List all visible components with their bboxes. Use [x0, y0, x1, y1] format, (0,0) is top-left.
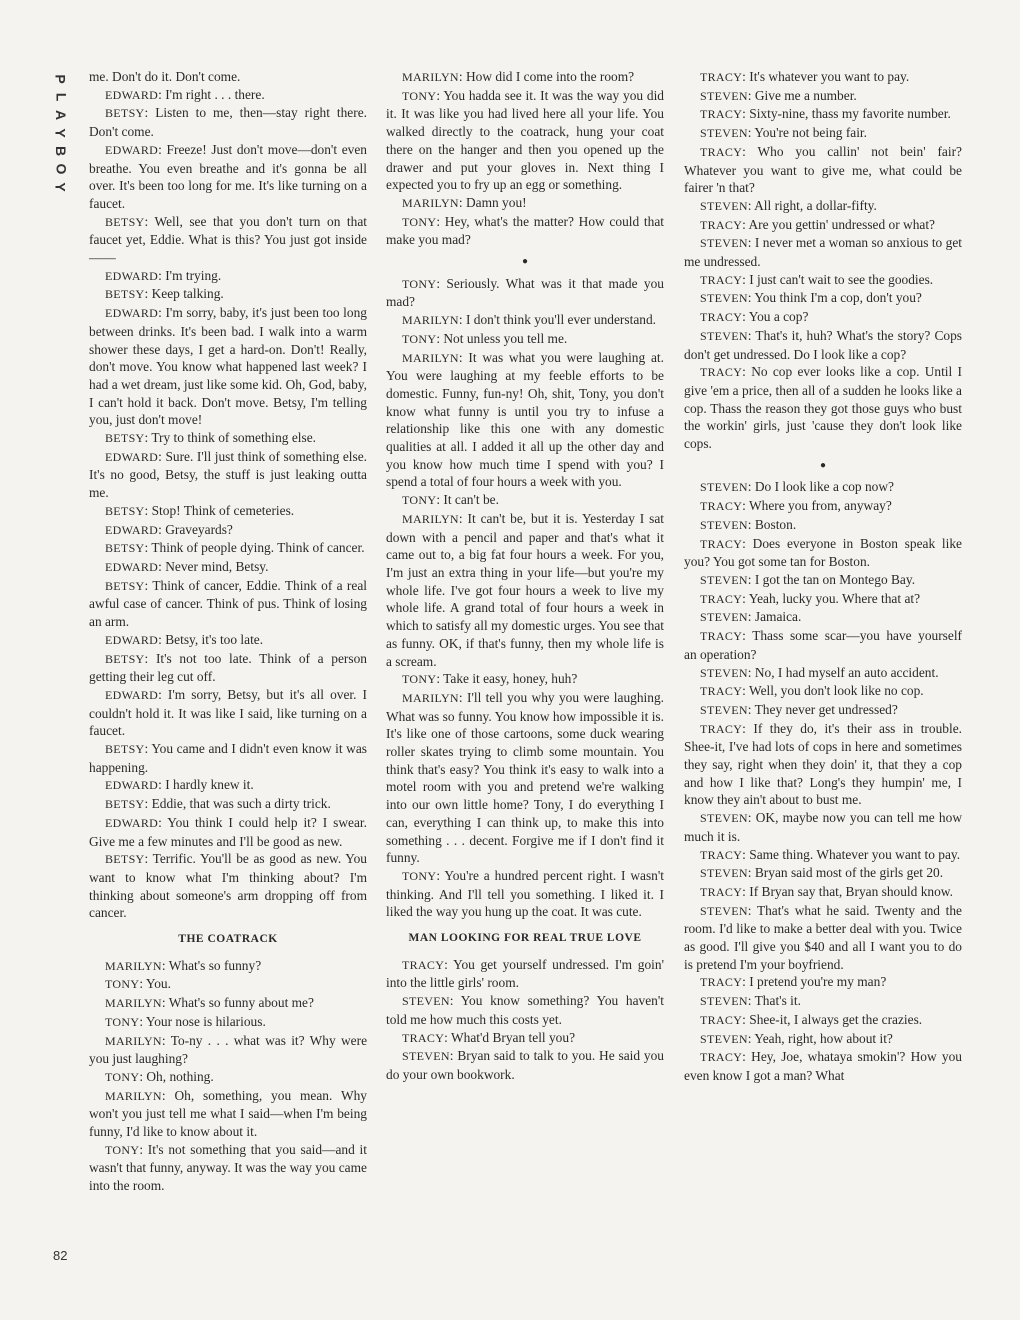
- dialogue-line: TRACY: No cop ever looks like a cop. Until I give 'em a price, then all of a sudden he looks like a cop. Thass the reason they got those guys who bust the workin' girls, just 'cause they don't look like cops.: [684, 364, 962, 452]
- dialogue-text: That's it.: [754, 993, 801, 1009]
- speaker-name: TRACY: [700, 310, 743, 325]
- dialogue-line: EDWARD: I'm trying.: [105, 267, 222, 283]
- dialogue-line: TONY: Seriously. What was it that made you mad?: [386, 275, 664, 310]
- dialogue-line: BETSY: It's not too late. Think of a person getting their leg cut off.: [89, 650, 367, 685]
- dialogue-line: TRACY: Shee-it, I always get the crazies.: [700, 1011, 923, 1027]
- title-letter: B: [53, 145, 69, 157]
- speaker-name: TONY: [402, 276, 437, 291]
- magazine-title-vertical: [50, 70, 72, 196]
- dialogue-line: TONY: You.: [105, 976, 171, 992]
- dialogue-line: STEVEN: Boston.: [700, 516, 797, 532]
- speaker-name: BETSY: [105, 797, 145, 812]
- dialogue-text: You came and I didn't even know it was happening.: [89, 741, 367, 775]
- dialogue-text: Seriously. What was it that made you mad?: [386, 275, 664, 310]
- dialogue-line: MARILYN: What's so funny?: [105, 957, 262, 973]
- speaker-name: STEVEN: [700, 903, 748, 918]
- speaker-name: MARILYN: [105, 958, 162, 973]
- speaker-name: TRACY: [700, 365, 743, 380]
- dialogue-text: Take it easy, honey, huh?: [443, 671, 578, 687]
- dialogue-line: TONY: Not unless you tell me.: [402, 330, 568, 346]
- speaker-name: STEVEN: [700, 88, 748, 103]
- speaker-name: TRACY: [700, 1050, 743, 1065]
- dialogue-line: STEVEN: Yeah, right, how about it?: [700, 1030, 893, 1046]
- dialogue-line: BETSY: Try to think of something else.: [105, 430, 316, 446]
- dialogue-line: BETSY: Think of people dying. Think of cancer.: [105, 540, 365, 556]
- speaker-name: EDWARD: [105, 815, 159, 830]
- speaker-name: BETSY: [105, 431, 145, 446]
- dialogue-text: Never mind, Betsy.: [165, 558, 269, 574]
- speaker-name: TRACY: [700, 721, 743, 736]
- dialogue-line: TRACY: It's whatever you want to pay.: [700, 69, 910, 84]
- dialogue-line: BETSY: Stop! Think of cemeteries.: [105, 502, 295, 518]
- speaker-name: EDWARD: [105, 87, 159, 102]
- dialogue-line: TRACY: Hey, Joe, whataya smokin'? How you even know I got a man? What: [684, 1049, 962, 1083]
- speaker-name: TRACY: [700, 847, 743, 862]
- dialogue-text: It's not too late. Think of a person getting their leg cut off.: [89, 650, 367, 685]
- dialogue-line: TRACY: Sixty-nine, thass my favorite number.: [700, 106, 951, 122]
- dialogue-text: Hey, Joe, whataya smokin'? How you even know I got a man? What: [684, 1049, 962, 1083]
- title-letter: L: [53, 92, 69, 102]
- dialogue-line: BETSY: Terrific. You'll be as good as new. You want to know what I'm thinking about? I'm thinking about someone's arm dropping off from cancer.: [89, 851, 367, 921]
- dialogue-text: Not unless you tell me.: [443, 330, 568, 346]
- speaker-name: EDWARD: [105, 449, 159, 464]
- speaker-name: BETSY: [105, 503, 145, 518]
- speaker-name: MARILYN: [402, 350, 459, 365]
- dialogue-line: BETSY: Well, see that you don't turn on that faucet yet, Eddie. What is this? You just got inside——: [89, 213, 367, 266]
- page-number: 82: [53, 1248, 68, 1263]
- dialogue-line: TRACY: I just can't wait to see the goodies.: [700, 271, 934, 287]
- dialogue-line: STEVEN: You think I'm a cop, don't you?: [700, 290, 922, 306]
- speaker-name: STEVEN: [700, 328, 748, 343]
- dialogue-text: That's what he said. Twenty and the room. I'd like to make a better deal with you. Twice as good. I'll give you $40 and all I want you to do is pretend I'm your boyfriend.: [684, 902, 962, 972]
- dialogue-text: You're a hundred percent right. I wasn't thinking. And I'll tell you something. I liked it. I liked the way you hung up the coat. It was cute.: [386, 867, 664, 920]
- speaker-name: BETSY: [105, 214, 145, 229]
- speaker-name: TRACY: [700, 591, 743, 606]
- speaker-name: BETSY: [105, 578, 145, 593]
- speaker-name: STEVEN: [402, 994, 450, 1009]
- speaker-name: MARILYN: [402, 313, 459, 328]
- dialogue-line: STEVEN: I never met a woman so anxious to get me undressed.: [684, 235, 962, 270]
- text-column-3: [684, 68, 962, 1085]
- speaker-name: TRACY: [700, 684, 743, 699]
- dialogue-line: EDWARD: I'm right . . . there.: [105, 86, 265, 102]
- speaker-name: TRACY: [700, 217, 743, 232]
- dialogue-text: How did I come into the room?: [465, 69, 635, 84]
- dialogue-line: STEVEN: Bryan said most of the girls get 20.: [700, 865, 944, 881]
- dialogue-line: BETSY: Eddie, that was such a dirty trick.: [105, 796, 331, 812]
- dialogue-line: TONY: It's not something that you said—and it wasn't that funny, anyway. It was the way you came into the room.: [89, 1141, 367, 1194]
- dialogue-text: Think of people dying. Think of cancer.: [151, 540, 365, 556]
- dialogue-text: I hardly knew it.: [165, 777, 254, 793]
- dialogue-line: TONY: Take it easy, honey, huh?: [402, 671, 578, 687]
- dialogue-line: TRACY: Yeah, lucky you. Where that at?: [700, 590, 921, 606]
- dialogue-line: EDWARD: Betsy, it's too late.: [105, 631, 264, 647]
- dialogue-line: MARILYN: Oh, something, you mean. Why won't you just tell me what I said—when I'm being funny, I'd like to know about it.: [89, 1087, 367, 1140]
- dialogue-line: TRACY: You get yourself undressed. I'm goin' into the little girls' room.: [386, 956, 664, 991]
- dialogue-line: TONY: You hadda see it. It was the way you did it. It was like you had lived here all your life. You walked directly to the coatrack, hung your coat there on the hanger and then you opened up the drawer and put your gloves in. Next thing I expected you to fry up an egg or something.: [386, 87, 664, 193]
- speaker-name: TONY: [105, 977, 140, 992]
- dialogue-text: Yeah, right, how about it?: [754, 1030, 893, 1046]
- dialogue-text: You know something? You haven't told me how much this costs yet.: [386, 993, 664, 1027]
- dialogue-line: EDWARD: Sure. I'll just think of something else. It's no good, Betsy, the stuff is just leaking outta me.: [89, 448, 368, 501]
- speaker-name: BETSY: [105, 852, 145, 867]
- dialogue-text: You a cop?: [748, 309, 809, 325]
- speaker-name: STEVEN: [700, 291, 748, 306]
- section-break-dot: ●: [521, 256, 529, 268]
- dialogue-text: I'm trying.: [165, 267, 222, 283]
- dialogue-line: MARILYN: How did I come into the room?: [402, 69, 635, 84]
- dialogue-text: It's not something that you said—and it wasn't that funny, anyway. It was the way you came into the room.: [89, 1141, 367, 1194]
- speaker-name: BETSY: [105, 742, 145, 757]
- dialogue-text: Think of cancer, Eddie. Think of a real awful case of cancer. Think of pus. Think of losing an arm.: [89, 577, 367, 630]
- dialogue-line: MARILYN: I don't think you'll ever understand.: [402, 312, 657, 328]
- dialogue-text: I just can't wait to see the goodies.: [749, 271, 934, 287]
- dialogue-text: Do I look like a cop now?: [754, 479, 894, 495]
- dialogue-line: EDWARD: I hardly knew it.: [105, 777, 254, 793]
- dialogue-line: STEVEN: All right, a dollar-fifty.: [700, 197, 877, 213]
- dialogue-text: Sure. I'll just think of something else. It's no good, Betsy, the stuff is just leaking outta me.: [89, 448, 368, 501]
- dialogue-line: STEVEN: That's it.: [700, 993, 801, 1009]
- dialogue-text: You get yourself undressed. I'm goin' into the little girls' room.: [386, 956, 664, 991]
- speaker-name: TONY: [105, 1069, 140, 1084]
- speaker-name: TRACY: [700, 975, 743, 990]
- speaker-name: EDWARD: [105, 306, 159, 321]
- speaker-name: BETSY: [105, 287, 145, 302]
- dialogue-line: MARILYN: Damn you!: [402, 194, 527, 210]
- dialogue-line: TRACY: You a cop?: [700, 309, 809, 325]
- dialogue-text: Your nose is hilarious.: [145, 1013, 266, 1029]
- speaker-name: STEVEN: [700, 610, 748, 625]
- dialogue-line: EDWARD: I'm sorry, Betsy, but it's all over. I couldn't hold it. It was like I said, like turning on a faucet.: [89, 686, 367, 739]
- speaker-name: BETSY: [105, 651, 145, 666]
- section-break-dot: ●: [819, 459, 827, 471]
- dialogue-text: I got the tan on Montego Bay.: [754, 571, 916, 587]
- dialogue-line: BETSY: You came and I didn't even know it was happening.: [89, 741, 367, 775]
- dialogue-text: Damn you!: [465, 194, 527, 210]
- speaker-name: STEVEN: [700, 1031, 748, 1046]
- dialogue-text: They never get undressed?: [754, 701, 898, 717]
- dialogue-text: What's so funny about me?: [168, 995, 314, 1011]
- speaker-name: STEVEN: [402, 1049, 450, 1064]
- dialogue-text: Bryan said to talk to you. He said you do your own bookwork.: [386, 1048, 664, 1082]
- text-column-1: [89, 68, 367, 1195]
- dialogue-line: STEVEN: You're not being fair.: [700, 125, 868, 141]
- dialogue-text: Well, you don't look like no cop.: [749, 683, 924, 699]
- dialogue-line: MARILYN: What's so funny about me?: [105, 995, 314, 1011]
- dialogue-line: TONY: Hey, what's the matter? How could that make you mad?: [386, 213, 664, 248]
- speaker-name: MARILYN: [402, 690, 459, 705]
- dialogue-text: Are you gettin' undressed or what?: [748, 216, 935, 232]
- dialogue-line: STEVEN: They never get undressed?: [700, 701, 898, 717]
- dialogue-text: It can't be.: [443, 492, 499, 508]
- dialogue-line: STEVEN: No, I had myself an auto accident.: [700, 664, 939, 680]
- dialogue-text: I'm right . . . there.: [165, 86, 265, 102]
- dialogue-text: Betsy, it's too late.: [165, 631, 264, 647]
- speaker-name: STEVEN: [700, 572, 748, 587]
- dialogue-line: TONY: Your nose is hilarious.: [105, 1013, 266, 1029]
- dialogue-line: TONY: You're a hundred percent right. I wasn't thinking. And I'll tell you something. I liked it. I liked the way you hung up the coat. It was cute.: [386, 867, 664, 920]
- speaker-name: TONY: [402, 672, 437, 687]
- dialogue-line: MARILYN: I'll tell you why you were laughing. What was so funny. You know how impossible it is. It's like one of those cartoons, some duck wearing roller skates trying to climb some mountain. You think that's easy? You think it's easy to walk into a motel room with you and pretend we're walking into our own little home? Tony, I do everything I can, everything I can think up, to make this into something . . . decent. Forgive me if I don't find it funny.: [386, 689, 664, 866]
- dialogue-text: Oh, nothing.: [146, 1068, 214, 1084]
- dialogue-text: Sixty-nine, thass my favorite number.: [749, 106, 951, 122]
- speaker-name: TRACY: [402, 957, 445, 972]
- speaker-name: TRACY: [700, 107, 743, 122]
- speaker-name: TRACY: [700, 629, 743, 644]
- speaker-name: STEVEN: [700, 517, 748, 532]
- speaker-name: MARILYN: [402, 70, 459, 84]
- dialogue-line: STEVEN: Do I look like a cop now?: [700, 479, 894, 495]
- dialogue-text: If Bryan say that, Bryan should know.: [749, 883, 953, 899]
- dialogue-text: I pretend you're my man?: [749, 974, 887, 990]
- speaker-name: STEVEN: [700, 866, 748, 881]
- dialogue-line: STEVEN: Give me a number.: [700, 87, 857, 103]
- dialogue-line: TRACY: Where you from, anyway?: [700, 498, 892, 514]
- speaker-name: EDWARD: [105, 142, 159, 157]
- dialogue-text: Where you from, anyway?: [749, 498, 892, 514]
- dialogue-text: That's it, huh? What's the story? Cops don't get undressed. Do I look like a cop?: [684, 327, 963, 362]
- speaker-name: BETSY: [105, 106, 145, 121]
- dialogue-line: TRACY: Thass some scar—you have yourself an operation?: [684, 628, 962, 662]
- speaker-name: TRACY: [700, 536, 743, 551]
- speaker-name: TONY: [402, 493, 437, 508]
- speaker-name: STEVEN: [700, 702, 748, 717]
- dialogue-text: What'd Bryan tell you?: [451, 1029, 576, 1045]
- speaker-name: TONY: [402, 88, 437, 103]
- dialogue-line: TRACY: Who you callin' not bein' fair? Whatever you want to give me, what could be fairer 'n that?: [684, 143, 962, 196]
- dialogue-text: I'm sorry, baby, it's just been too long between drinks. It's been bad. I walk into a warm shower these days, I get a hard-on. Don't! Really, don't move. You know what happened last week? I had a wet dream, just like some kid. Oh, God, baby, I can't hold it back. Don't move. Betsy, I'm telling you, just don't move!: [89, 305, 367, 428]
- speaker-name: TONY: [105, 1014, 140, 1029]
- dialogue-text: If they do, it's their ass in trouble. Shee-it, I've had lots of cops in here and sometimes they say, right when they doin' it, that they a cop and how I like that? Long's they humpin' me, I know they ain't about to bust me.: [684, 720, 962, 808]
- dialogue-text: Try to think of something else.: [151, 430, 316, 446]
- speaker-name: TONY: [402, 331, 437, 346]
- dialogue-line: EDWARD: Graveyards?: [105, 521, 233, 537]
- speaker-name: STEVEN: [700, 994, 748, 1009]
- dialogue-line: BETSY: Think of cancer, Eddie. Think of a real awful case of cancer. Think of pus. Think of losing an arm.: [89, 577, 367, 630]
- dialogue-line: STEVEN: Jamaica.: [700, 609, 802, 625]
- speaker-name: TRACY: [402, 1030, 445, 1045]
- dialogue-text: Eddie, that was such a dirty trick.: [151, 796, 331, 812]
- dialogue-line: MARILYN: To-ny . . . what was it? Why were you just laughing?: [89, 1032, 368, 1067]
- speaker-name: BETSY: [105, 541, 145, 556]
- title-letter: A: [53, 109, 69, 121]
- dialogue-text: It was what you were laughing at. You were laughing at my feeble efforts to be domestic. Funny, fun-ny! Oh, shit, Tony, you don't know what funny is until you try to infuse a relationship like this one with any domestic qualities at all. I added it all up the other day and you know how much time I spend with you? I spend a total of four hours a week with you.: [386, 349, 664, 490]
- section-heading: MAN LOOKING FOR REAL TRUE LOVE: [408, 932, 642, 945]
- speaker-name: TONY: [105, 1142, 140, 1157]
- dialogue-text: Yeah, lucky you. Where that at?: [748, 590, 921, 606]
- speaker-name: EDWARD: [105, 778, 159, 793]
- dialogue-line: TONY: It can't be.: [402, 492, 499, 508]
- speaker-name: TRACY: [700, 70, 743, 84]
- dialogue-line: MARILYN: It was what you were laughing at. You were laughing at my feeble efforts to be domestic. Funny, fun-ny! Oh, shit, Tony, you don't know what funny is until you try to infuse a relationship like this one with any domestic qualities at all. I added it all up the other day and you know how much time I spend with you? I spend a total of four hours a week with you.: [386, 349, 664, 490]
- dialogue-line: TRACY: Same thing. Whatever you want to pay.: [700, 846, 961, 862]
- speaker-name: STEVEN: [700, 236, 748, 251]
- dialogue-text: Freeze! Just don't move—don't even breathe. You even breathe and it's gonna be all over. It's been too long for me. It's like turning on a faucet.: [89, 141, 367, 211]
- dialogue-text: It can't be, but it is. Yesterday I sat down with a pencil and paper and that's what it came out to, a big fat four hours a week. For you, I'm just an extra thing in your life—but you're my whole life. I've got four hours a week to live my whole life. A grand total of four hours a week in which to satisfy all my domestic urges. You see that as funny. OK, if that's funny, then my whole life is a scream.: [386, 510, 664, 669]
- dialogue-text: Give me a number.: [754, 87, 857, 103]
- dialogue-text: You think I'm a cop, don't you?: [754, 290, 922, 306]
- speaker-name: MARILYN: [105, 1088, 162, 1103]
- dialogue-text: Bryan said most of the girls get 20.: [754, 865, 944, 881]
- title-letter: P: [53, 74, 69, 84]
- dialogue-line: TRACY: I pretend you're my man?: [700, 974, 887, 990]
- dialogue-text: I never met a woman so anxious to get me undressed.: [684, 235, 962, 270]
- speaker-name: EDWARD: [105, 632, 159, 647]
- dialogue-line: STEVEN: That's it, huh? What's the story? Cops don't get undressed. Do I look like a cop?: [684, 327, 963, 362]
- dialogue-text: Does everyone in Boston speak like you? You got some tan for Boston.: [684, 535, 962, 570]
- title-letter: Y: [53, 128, 69, 138]
- speaker-name: STEVEN: [700, 126, 748, 141]
- dialogue-text: To-ny . . . what was it? Why were you just laughing?: [89, 1032, 368, 1067]
- dialogue-line: STEVEN: I got the tan on Montego Bay.: [700, 571, 916, 587]
- section-heading: THE COATRACK: [178, 933, 278, 946]
- speaker-name: TRACY: [700, 499, 743, 514]
- dialogue-line: BETSY: Listen to me, then—stay right there. Don't come.: [89, 105, 367, 140]
- dialogue-text: Listen to me, then—stay right there. Don't come.: [89, 105, 367, 140]
- continued-text: me. Don't do it. Don't come.: [89, 69, 241, 84]
- dialogue-text: Graveyards?: [165, 521, 233, 537]
- dialogue-text: Stop! Think of cemeteries.: [151, 502, 295, 518]
- dialogue-text: I'm sorry, Betsy, but it's all over. I couldn't hold it. It was like I said, like turning on a faucet.: [89, 686, 367, 739]
- speaker-name: TRACY: [700, 144, 743, 159]
- speaker-name: EDWARD: [105, 522, 159, 537]
- dialogue-text: I'll tell you why you were laughing. What was so funny. You know how impossible it is. It's like one of those cartoons, some duck wearing roller skates trying to climb some mountain. You think that's easy? You think it's easy to walk into a motel room with you and pretend we're walking into our own little home? Tony, I do everything I can, everything I can think up, to make this into something . . . decent. Forgive me if I don't find it funny.: [386, 689, 664, 866]
- dialogue-line: STEVEN: You know something? You haven't told me how much this costs yet.: [386, 993, 664, 1027]
- dialogue-text: Boston.: [754, 516, 797, 532]
- dialogue-text: Hey, what's the matter? How could that make you mad?: [386, 213, 664, 248]
- dialogue-line: EDWARD: Never mind, Betsy.: [105, 558, 269, 574]
- speaker-name: STEVEN: [700, 811, 748, 826]
- text-column-2: [386, 68, 664, 1084]
- dialogue-text: Same thing. Whatever you want to pay.: [749, 846, 961, 862]
- speaker-name: MARILYN: [402, 195, 459, 210]
- dialogue-line: TRACY: If Bryan say that, Bryan should know.: [700, 883, 953, 899]
- dialogue-text: Oh, something, you mean. Why won't you just tell me what I said—when I'm being funny, I'd like to know about it.: [89, 1087, 367, 1140]
- speaker-name: MARILYN: [105, 1033, 162, 1048]
- speaker-name: STEVEN: [700, 198, 748, 213]
- title-letter: Y: [53, 182, 69, 192]
- dialogue-text: Jamaica.: [754, 609, 802, 625]
- speaker-name: EDWARD: [105, 687, 159, 702]
- speaker-name: STEVEN: [700, 665, 748, 680]
- dialogue-line: EDWARD: Freeze! Just don't move—don't even breathe. You even breathe and it's gonna be all over. It's been too long for me. It's like turning on a faucet.: [89, 141, 367, 211]
- dialogue-text: No cop ever looks like a cop. Until I give 'em a price, then all of a sudden he looks like a cop. Thass the reason they got those guys who bust the workin' girls, just 'cause they don't look like cops.: [684, 364, 962, 452]
- speaker-name: MARILYN: [402, 511, 459, 526]
- dialogue-line: TRACY: Does everyone in Boston speak like you? You got some tan for Boston.: [684, 535, 962, 570]
- speaker-name: STEVEN: [700, 480, 748, 495]
- dialogue-line: TRACY: What'd Bryan tell you?: [402, 1029, 576, 1045]
- speaker-name: TONY: [402, 868, 437, 883]
- dialogue-text: Well, see that you don't turn on that faucet yet, Eddie. What is this? You just got inside——: [89, 213, 367, 266]
- dialogue-line: STEVEN: Bryan said to talk to you. He said you do your own bookwork.: [386, 1048, 664, 1082]
- dialogue-line: EDWARD: I'm sorry, baby, it's just been too long between drinks. It's been bad. I walk into a warm shower these days, I get a hard-on. Don't! Really, don't move. You know what happened last week? I had a wet dream, just like some kid. Oh, God, baby, I can't hold it back. Don't move. Betsy, I'm telling you, just don't move!: [89, 305, 367, 428]
- dialogue-line: EDWARD: You think I could help it? I swear. Give me a few minutes and I'll be good as new.: [89, 814, 367, 849]
- dialogue-line: MARILYN: It can't be, but it is. Yesterday I sat down with a pencil and paper and that's what it came out to, a big fat four hours a week. For you, I'm just an extra thing in your life—but you're my whole life. I've got four hours a week to live my whole life. A grand total of four hours a week in which to satisfy all my domestic urges. You see that as funny. OK, if that's funny, then my whole life is a scream.: [386, 510, 664, 669]
- speaker-name: EDWARD: [105, 559, 159, 574]
- dialogue-text: No, I had myself an auto accident.: [754, 664, 939, 680]
- dialogue-line: STEVEN: That's what he said. Twenty and the room. I'd like to make a better deal with you. Twice as good. I'll give you $40 and all I want you to do is pretend I'm your boyfriend.: [684, 902, 962, 972]
- dialogue-text: What's so funny?: [168, 957, 262, 973]
- dialogue-text: You.: [145, 976, 171, 992]
- speaker-name: MARILYN: [105, 996, 162, 1011]
- dialogue-line: TRACY: Are you gettin' undressed or what?: [700, 216, 935, 232]
- speaker-name: TRACY: [700, 884, 743, 899]
- title-letter: O: [52, 163, 69, 175]
- dialogue-line: TRACY: If they do, it's their ass in trouble. Shee-it, I've had lots of cops in here and sometimes they say, right when they doin' it, that they a cop and how I like that? Long's they humpin' me, I know they ain't about to bust me.: [684, 720, 962, 808]
- dialogue-text: All right, a dollar-fifty.: [754, 197, 877, 213]
- dialogue-text: Shee-it, I always get the crazies.: [749, 1011, 923, 1027]
- dialogue-text: Keep talking.: [151, 286, 224, 302]
- dialogue-line: TRACY: Well, you don't look like no cop.: [700, 683, 924, 699]
- dialogue-text: You hadda see it. It was the way you did it. It was like you had lived here all your life. You walked directly to the coatrack, hung your coat there on the hanger and then you opened up the drawer and put your gloves in. Next thing I expected you to fry up an egg or something.: [386, 87, 664, 193]
- speaker-name: EDWARD: [105, 268, 159, 283]
- dialogue-line: BETSY: Keep talking.: [105, 286, 224, 302]
- speaker-name: TRACY: [700, 1012, 743, 1027]
- dialogue-text: Terrific. You'll be as good as new. You want to know what I'm thinking about? I'm thinking about someone's arm dropping off from cancer.: [89, 851, 367, 921]
- dialogue-text: Thass some scar—you have yourself an operation?: [684, 628, 962, 662]
- speaker-name: TRACY: [700, 272, 743, 287]
- dialogue-line: STEVEN: OK, maybe now you can tell me how much it is.: [684, 810, 962, 844]
- dialogue-text: You think I could help it? I swear. Give me a few minutes and I'll be good as new.: [89, 814, 367, 849]
- dialogue-text: Who you callin' not bein' fair? Whatever you want to give me, what could be fairer 'n that?: [684, 143, 962, 196]
- dialogue-text: You're not being fair.: [754, 125, 868, 141]
- speaker-name: TONY: [402, 214, 437, 229]
- dialogue-text: OK, maybe now you can tell me how much it is.: [684, 810, 962, 844]
- dialogue-text: I don't think you'll ever understand.: [465, 312, 657, 328]
- dialogue-line: TONY: Oh, nothing.: [105, 1068, 214, 1084]
- dialogue-text: It's whatever you want to pay.: [749, 69, 910, 84]
